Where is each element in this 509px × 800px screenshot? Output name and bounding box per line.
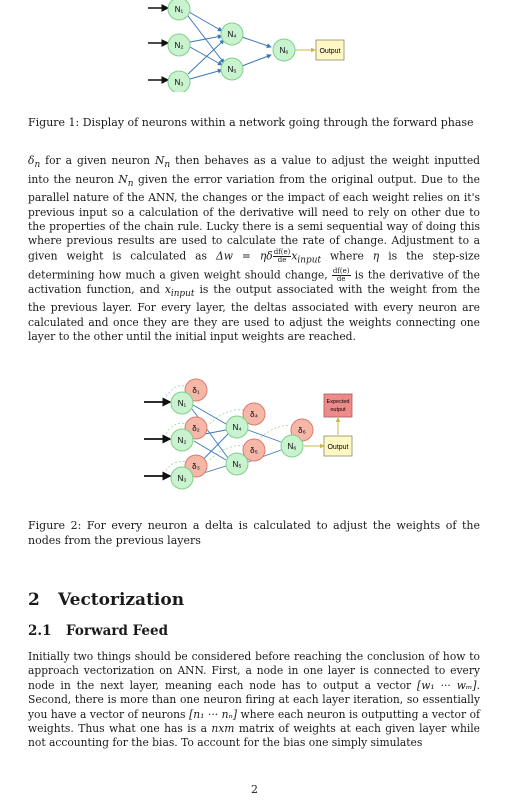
svg-text:N₁: N₁ <box>177 399 187 408</box>
svg-text:δ₄: δ₄ <box>250 410 258 419</box>
svg-text:δ₃: δ₃ <box>192 462 200 471</box>
node-n5 <box>226 453 248 475</box>
svg-text:δ₆: δ₆ <box>298 426 306 435</box>
node-n3 <box>168 71 190 92</box>
svg-text:N₁: N₁ <box>174 5 184 14</box>
node-n6 <box>273 39 295 61</box>
figure-2-backprop-diagram <box>140 372 365 500</box>
svg-text:N₃: N₃ <box>177 474 187 483</box>
figure-1-caption: Figure 1: Display of neurons within a network going through the forward phase <box>28 116 474 129</box>
page-number: 2 <box>251 783 258 796</box>
node-n4 <box>221 23 243 45</box>
node-n2 <box>168 34 190 56</box>
figure-2-caption: Figure 2: For every neuron a delta is calculated to adjust the weights of the nodes from the previous layers <box>28 519 480 547</box>
svg-text:N₅: N₅ <box>232 460 242 469</box>
svg-text:N₅: N₅ <box>227 65 237 74</box>
svg-text:δ₁: δ₁ <box>192 386 200 395</box>
svg-text:N₄: N₄ <box>232 423 242 432</box>
node-n5 <box>221 58 243 80</box>
expected-output-box <box>324 394 352 417</box>
node-n6 <box>281 435 303 457</box>
node-n1 <box>171 392 193 414</box>
svg-text:N₂: N₂ <box>177 436 187 445</box>
output-box <box>316 40 344 60</box>
figure-1-network-diagram <box>140 0 360 92</box>
svg-text:δ₅: δ₅ <box>250 446 258 455</box>
paragraph-deltas: $\delta_n$ for a given neuron $N_n$ then behaves as a value to adjust the weight inputted into the neuron $N_n$ given the error variation from the original output. Due to the parallel nature of the ANN, the changes or the impact of each weight relies on it's previous input so a calculation of the derivative will need to rely on other due to the properties of the chain rule. Lucky there is a semi sequential way of doing this where previous results are used to calculate the rate of change. Adjustment to a given weight is calculated as Δw = ηδ $\frac{df(e)}{de}$ $x_{input}$ where η is the step-size determining how much a given weight should change, $\frac{df(e)}{de}$ is the derivative of the activation function, and $x_{input}$ is the output associated with the weight from the the previous layer. For every layer, the deltas associated with every neuron are calculated and once they are they are used to adjust the weights connecting one layer to the other until the initial input weights are reached. <box>28 154 481 344</box>
node-n3 <box>171 467 193 489</box>
paragraph-forward-feed: Initially two things should be considered before reaching the conclusion of how to approach vectorization on ANN. First, a node in one layer is connected to every node in the next layer, meaning each node has to output a vector [w₁ ··· wₘ]. Second, there is more than one neuron firing at each layer iteration, so essentially you have a vector of neurons [n₁ ··· nₙ] where each neuron is outputting a vector of weights. Thus what one has is a nxm matrix of weights at each given layer while not accounting for the bias. To account for the bias one simply simulates <box>28 650 480 750</box>
svg-text:Output: Output <box>319 48 341 55</box>
svg-text:N₃: N₃ <box>174 78 184 87</box>
section-heading: 2 Vectorization <box>28 590 185 610</box>
svg-text:N₂: N₂ <box>174 41 184 50</box>
svg-text:output: output <box>330 407 346 413</box>
node-n1 <box>168 0 190 20</box>
subsection-heading: 2.1 Forward Feed <box>28 623 169 639</box>
svg-text:N₄: N₄ <box>227 30 237 39</box>
svg-text:N₆: N₆ <box>287 442 297 451</box>
output-box <box>324 436 352 456</box>
svg-text:Expected: Expected <box>326 399 350 405</box>
node-n2 <box>171 429 193 451</box>
svg-text:δ₂: δ₂ <box>192 424 200 433</box>
svg-text:Output: Output <box>327 444 349 451</box>
node-n4 <box>226 416 248 438</box>
svg-text:N₆: N₆ <box>279 46 289 55</box>
